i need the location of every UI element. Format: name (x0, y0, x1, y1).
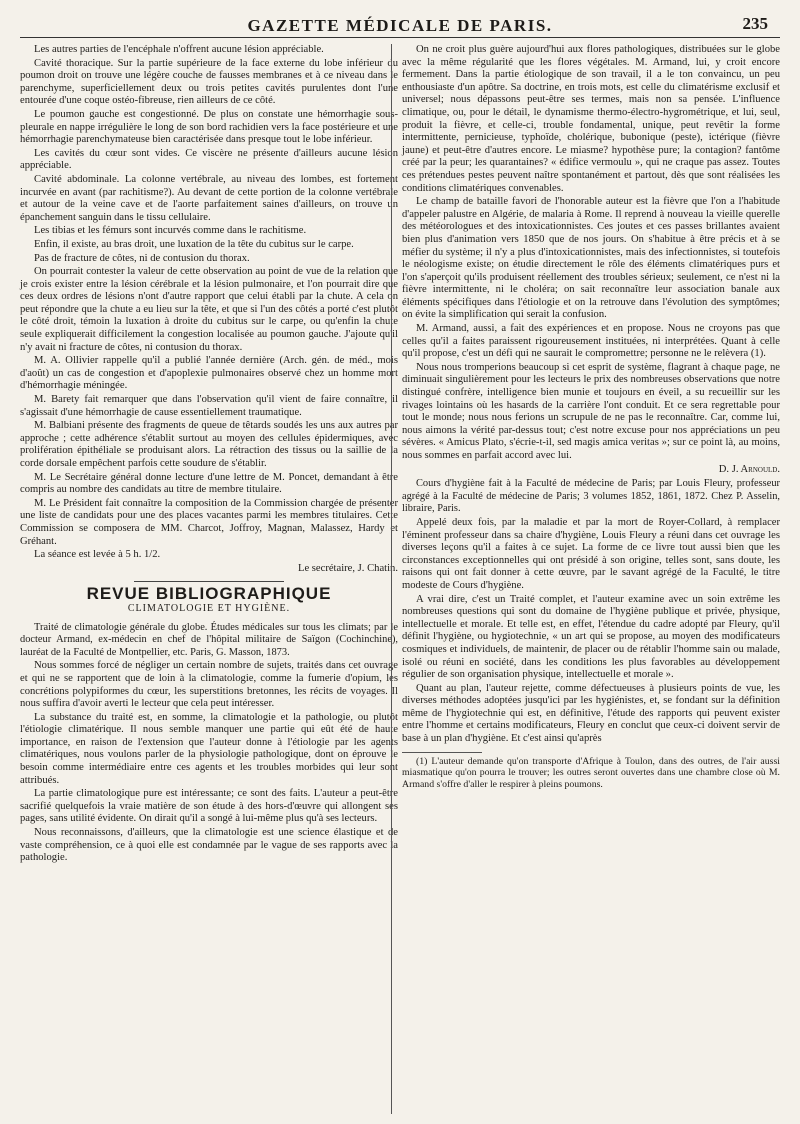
paragraph: La séance est levée à 5 h. 1/2. (34, 549, 161, 561)
paragraph: Les cavités du cœur sont vides. Ce viscère ne présente d'ailleurs aucune lésion appréciable. (20, 147, 398, 172)
paragraph: A vrai dire, c'est un Traité complet, et l'auteur examine avec un soin extrême les nombreuses questions qui sont du domaine de l'hygiène publique et privée, physique, intellectuelle et morale. Et telle est, en effet, l'étendue du cadre adopté par Fleury, qu'il définit l'hygiène, ou hygiotechnie, « un art qui se propose, au moyen des modificateurs cosmiques et individuels, de maintenir, de placer ou de rétablir l'homme sain ou malade, isolé ou réuni en société, dans les conditions les plus favorables au développement régulier de son organisation physique, intellectuelle et morale ». (402, 593, 780, 681)
paragraph: La substance du traité est, en somme, la climatologie et la pathologie, ou plutôt l'étiologie climatérique. Il nous semble manquer une partie qui eût été de haute importance, en raison de l'extension que l'auteur donne à l'étiologie par les agents climatériques, nous voulons parler de la physiologie pathologique, dont on éprouve le besoin comme intermédiaire entre ces agents et les troubles morbides qui leur sont attribués. (20, 711, 398, 786)
book-title: Cours d'hygiène fait à la Faculté de médecine de Paris; par Louis Fleury, professeur agrégé à la Faculté de médecine de Paris; 3 volumes 1852, 1861, 1872. Chez P. Asselin, libraire, Paris. (402, 478, 780, 515)
header-rule (20, 37, 780, 38)
review-subtitle: CLIMATOLOGIE ET HYGIÈNE. (127, 602, 291, 614)
reviewer-signature: D. J. Arnould. (718, 463, 780, 475)
footnote: (1) L'auteur demande qu'on transporte d'Afrique à Toulon, dans des outres, de l'air aussi miasmatique qu'on pourra le trouver; les outres seront ouvertes dans une chambre close où M. Armand s'offre d'aller le respirer à pleins poumons. (402, 755, 780, 790)
paragraph: Cavité abdominale. La colonne vertébrale, au niveau des lombes, est fortement incurvée en avant (par rachitisme?). Au devant de cette portion de la colonne vertébrale et autour de la veine cave et de l'aorte parfaitement saines d'ailleurs, on trouve un épanchement sanguin dans le tissu cellulaire. (20, 173, 398, 223)
paragraph: M. Le Secrétaire général donne lecture d'une lettre de M. Poncet, demandant à être compris au nombre des candidats au titre de membre titulaire. (20, 471, 398, 496)
paragraph: Appelé deux fois, par la maladie et par la mort de Royer-Collard, à remplacer l'éminent professeur dans sa chaire d'hygiène, Louis Fleury a réuni dans cet ouvrage les diverses leçons qu'il a faites à ce sujet. La forme de ce livre tout aussi bien que les circonstances exceptionnelles qui ont présidé à son origine, telles sont, sans doute, les raisons qui ont fait donner à cette œuvre, par le savant agrégé de la Faculté, le titre modeste de Cours d'hygiène. (402, 516, 780, 591)
paragraph: M. Balbiani présente des fragments de queue de têtards soudés les uns aux autres par approche ; cette adhérence s'établit surtout au moyen des cellules épidermiques, avec prolifération épithéliale se produisant alors. La rétraction des tissus ou la saillie de la corde dorsale empêchent parfois cette soudure de s'établir. (20, 420, 398, 469)
paragraph: Nous nous tromperions beaucoup si cet esprit de système, flagrant à chaque page, ne diminuait singulièrement pour les lecteurs le prix des nombreuses observations que notre distingué confrère, intelligence bien munie et toujours en éveil, a su recueillir sur les rivages lointains où les hasards de la carrière l'ont conduit. Et ce sera regrettable pour tout le monde; nous nous ferions un scrupule de ne pas le reconnaître. Car, comme lui, nous aimons la vérité par-dessus tout; c'est notre excuse pour nos appréciations un peu sévères. « Amicus Plato, s'écrie-t-il, sed magis amica veritas »; sur ce point là, au moins, nous sommes en parfait accord avec lui. (402, 361, 780, 461)
paragraph: Nous sommes forcé de négliger un certain nombre de sujets, traités dans cet ouvrage et qui ne se rapportent que de loin à la climatologie, comme la fumerie d'opium, les concrétions polypiformes du cœur, les superstitions bretonnes, les récits de voyages. Il nous suffira d'avoir averti le lecteur que cela peut intéresser. (20, 660, 398, 710)
section-rule (134, 581, 284, 582)
paragraph: Les tibias et les fémurs sont incurvés comme dans le rachitisme. (34, 225, 307, 237)
footnote-rule (402, 752, 482, 753)
paragraph: M. Armand, aussi, a fait des expériences et en propose. Nous ne croyons pas que celles qu'il a faites paraissent rigoureusement instituées, ni interprétées. Quant à celle qu'il propose, c'est un défi qui ne saurait le compromettre; personne ne le relèvera (1). (402, 323, 780, 360)
paragraph: Cavité thoracique. Sur la partie supérieure de la face externe du lobe inférieur du poumon droit on trouve une légère couche de fausses membranes et à ce niveau dans le parenchyme, superficiellement deux ou trois petites cavités purulentes dont l'une entourée d'une coque ostéo-fibreuse, rien ailleurs de ce côté. (20, 57, 398, 107)
secretary-signature: Le secrétaire, J. Chatin. (297, 562, 398, 574)
paragraph: Le champ de bataille favori de l'honorable auteur est la fièvre que l'on a l'habitude d'appeler palustre en Algérie, de malaria à Rome. Il reprend à nouveau la vieille querelle des météorologues et des intoxicationnistes. Ces joutes et ces passes brillantes avaient bien plus d'animation vers 1850 que de nos jours. On s'habitue à être précis et à se méfier du système; il n'y a plus d'intoxicationnistes, mais des infectionnistes, si toutefois le néologisme existe; on étudie directement le rôle des éléments climatériques purs et l'on s'aperçoit qu'ils produisent réellement des troubles sérieux; seulement, ce n'est ni la fièvre intermittente, ni le choléra; on sait reconnaître leur association banale aux éléments spécifiques dans l'étiologie et on la retrouve dans l'évolution des symptômes; on évite la simplification qui serait la confusion. (402, 196, 780, 321)
paragraph: Pas de fracture de côtes, ni de contusion du thorax. (34, 252, 250, 264)
page-number: 235 (742, 14, 768, 33)
paragraph: M. A. Ollivier rappelle qu'il a publié l'année dernière (Arch. gén. de méd., mois d'août) un cas de congestion et d'apoplexie pulmonaires observé chez un homme mort d'hémorrhagie méningée. (20, 355, 398, 392)
paragraph: Les autres parties de l'encéphale n'offrent aucune lésion appréciable. (34, 44, 324, 55)
journal-title: GAZETTE MÉDICALE DE PARIS. (247, 16, 553, 35)
paragraph: Le poumon gauche est congestionné. De plus on constate une hémorrhagie sous-pleurale en nappe irrégulière le long de son bord rachidien vers la face postérieure et une hémorrhagie parenchymateuse bien caractérisée dans presque tout le lobe inférieur. (20, 108, 398, 146)
left-column (20, 44, 398, 866)
paragraph: M. Barety fait remarquer que dans l'observation qu'il vient de faire connaître, il s'agissait d'une hémorrhagie de cause essentiellement traumatique. (20, 394, 398, 418)
paragraph: On ne croit plus guère aujourd'hui aux flores pathologiques, distribuées sur le globe avec la même régularité que les flores végétales. M. Armand, lui, y croit encore fermement. Dans la partie étiologique de son travail, il a le ton convaincu, un peu enthousiaste d'un apôtre. Sa doctrine, en trois mots, est celle du climatérisme exclusif et universel; nous dépassons peut-être ses termes, mais non sa pensée. L'influence climatique, ou, pour le détail, le dynamisme thermo-électro-hygrométrique, et lui, seul, produit la fièvre, et celle-ci, trouble fondamental, unique, peut revêtir la forme intermittente, pernicieuse, typhoïde, cholérique, bubonique (peste), ictérique (fièvre jaune) et peut-être d'autres encore. Le miasme? hypothèse pure; la contagion? fantôme créé par la peur; les quarantaines? « édifice vermoulu », qui ne craque pas assez. Toutes ces prétendues pestes peuvent naître spontanément et partout, dès que sont réalisées les conditions climatériques convenables. (402, 44, 780, 194)
page-header (20, 10, 780, 36)
paragraph: On pourrait contester la valeur de cette observation au point de vue de la relation que je crois exister entre la lésion cérébrale et la lésion pulmonaire, et l'on pourrait dire que ces deux ordres de lésions n'ont d'autre rapport que celui établi par la chute. A cela on peut répondre que la chute a eu lieu sur la tête, et que si l'un des côtés a porté c'est plutôt le côté droit, témoin la luxation à droite du cubitus sur le carpe, ou qu'enfin la chute seule expliquerait difficilement la congestion localisée au poumon gauche. J'ajoute qu'il n'y avait ni fracture de côtes, ni contusion du thorax. (20, 266, 398, 353)
paragraph: M. Le Président fait connaître la composition de la Commission chargée de présenter une liste de candidats pour une des places vacantes parmi les membres titulaires. Cette Commission se composera de MM. Charcot, Joffroy, Magnan, Malassez, Hardy et Gréhant. (20, 497, 398, 547)
right-column (402, 44, 780, 791)
paragraph: La partie climatologique pure est intéressante; ce sont des faits. L'auteur a peut-être sacrifié quelquefois la vraie matière de son étude à des hors-d'œuvre qui allongent ses pages, sans utilité évidente. On dirait qu'il a songé à lui-même plus qu'à ses lecteurs. (20, 788, 398, 825)
column-divider (391, 44, 392, 1114)
review-title: REVUE BIBLIOGRAPHIQUE (86, 584, 332, 604)
paragraph: Nous reconnaissons, d'ailleurs, que la climatologie est une science élastique et de vaste compréhension, ce à quoi elle est condamnée par le vague de ses rapports avec la pathologie. (20, 827, 398, 864)
paragraph: Quant au plan, l'auteur rejette, comme défectueuses à plusieurs points de vue, les diverses méthodes adoptées jusqu'ici par les hygiénistes, et, se fondant sur la définition même de l'hygiotechnie qui est, en définitive, l'étude des rapports qui peuvent exister entre l'homme et certains modificateurs, Fleury en conclut que ceux-ci doivent servir de base à un plan d'hygiène. Et c'est ainsi qu'après (402, 682, 780, 745)
paragraph: Enfin, il existe, au bras droit, une luxation de la tête du cubitus sur le carpe. (34, 238, 354, 250)
book-title: Traité de climatologie générale du globe. Études médicales sur tous les climats; par le docteur Armand, ex-médecin en chef de l'hôpital militaire de Saïgon (Cochinchine), lauréat de la Faculté de Montpellier, etc. Paris, G. Masson, 1873. (20, 621, 398, 658)
